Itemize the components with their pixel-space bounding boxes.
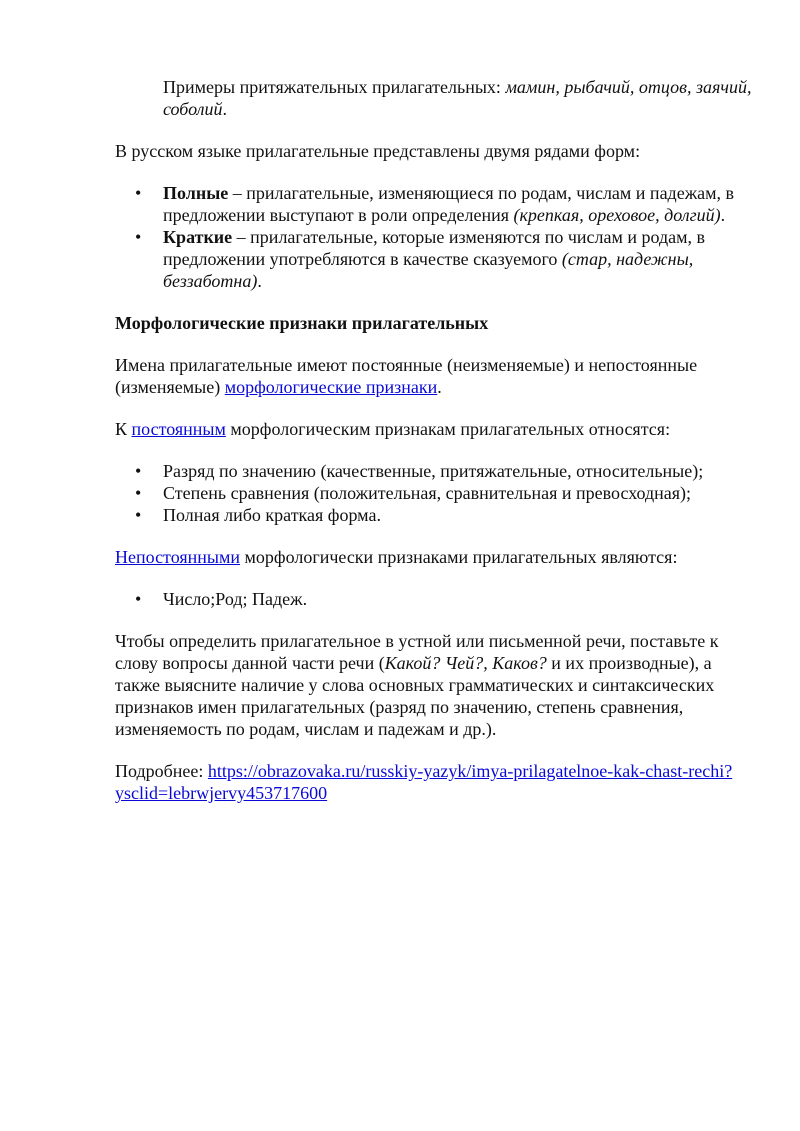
const-lead: К <box>115 419 132 439</box>
bullet-icon: • <box>135 461 142 481</box>
const-end: морфологическим признакам прилагательных относятся: <box>225 419 671 439</box>
list-item-text: Степень сравнения (положительная, сравнительная и превосходная); <box>163 483 692 503</box>
how-lead: Чтобы определить прилагательное в устной или письменной речи, поставьте к слову вопросы данной части речи ( <box>115 631 719 673</box>
const-list <box>115 460 755 526</box>
var-link[interactable]: Непостоянными <box>115 547 241 567</box>
form-examples: (стар, надежны, беззаботна) <box>163 249 694 291</box>
var-paragraph <box>115 546 755 568</box>
var-list <box>115 588 755 610</box>
document-page <box>115 76 755 824</box>
list-item <box>115 226 755 292</box>
form-term: Краткие <box>163 227 233 247</box>
list-item <box>115 588 755 610</box>
var-end: морфологически признаками прилагательных являются: <box>240 547 678 567</box>
form-end: . <box>720 205 726 225</box>
list-item-text: Полная либо краткая форма. <box>163 505 381 525</box>
how-questions: Какой? Чей?, Каков? <box>384 653 547 673</box>
const-link[interactable]: постоянным <box>131 419 226 439</box>
source-link[interactable]: https://obrazovaka.ru/russkiy-yazyk/imya-prilagatelnoe-kak-chast-rechi?ysclid=lebrwjervy453717600 <box>115 761 733 803</box>
features-paragraph <box>115 354 755 398</box>
list-item <box>115 460 755 482</box>
form-text: – прилагательные, изменяющиеся по родам, числам и падежам, в предложении выступают в роли определения <box>163 183 735 225</box>
list-item <box>115 504 755 526</box>
bullet-icon: • <box>135 183 142 203</box>
forms-list <box>115 182 755 292</box>
features-lead: Имена прилагательные имеют постоянные (неизменяемые) и непостоянные (изменяемые) <box>115 355 698 397</box>
how-end: и их производные), а также выясните наличие у слова основных грамматических и синтаксических признаков имен прилагательных (разряд по значению, степень сравнения, изменяемость по родам, числам и падежам и др.). <box>115 653 715 739</box>
features-end: . <box>437 377 442 397</box>
bullet-icon: • <box>135 505 142 525</box>
more-paragraph <box>115 760 755 804</box>
form-term: Полные <box>163 183 229 203</box>
form-text: – прилагательные, которые изменяются по числам и родам, в предложении употребляются в качестве сказуемого <box>163 227 706 269</box>
form-end: . <box>257 271 262 291</box>
bullet-icon: • <box>135 227 142 247</box>
list-item-text: Разряд по значению (качественные, притяжательные, относительные); <box>163 461 704 481</box>
examples-lead: Примеры притяжательных прилагательных: <box>163 77 506 97</box>
examples-words: мамин, рыбачий, отцов, заячий, соболий <box>163 77 752 119</box>
bullet-icon: • <box>135 483 142 503</box>
examples-end: . <box>222 99 228 119</box>
more-lead: Подробнее: <box>115 761 208 781</box>
list-item <box>115 482 755 504</box>
list-item-text: Число;Род; Падеж. <box>163 589 308 609</box>
section-heading: Морфологические признаки прилагательных <box>115 313 489 333</box>
bullet-icon: • <box>135 589 142 609</box>
list-item <box>115 182 755 226</box>
form-examples: (крепкая, ореховое, долгий) <box>513 205 721 225</box>
examples-paragraph <box>163 76 755 120</box>
morph-features-link[interactable]: морфологические признаки <box>224 377 438 397</box>
const-paragraph <box>115 418 755 440</box>
how-paragraph <box>115 630 755 740</box>
forms-intro: В русском языке прилагательные представлены двумя рядами форм: <box>115 141 641 161</box>
